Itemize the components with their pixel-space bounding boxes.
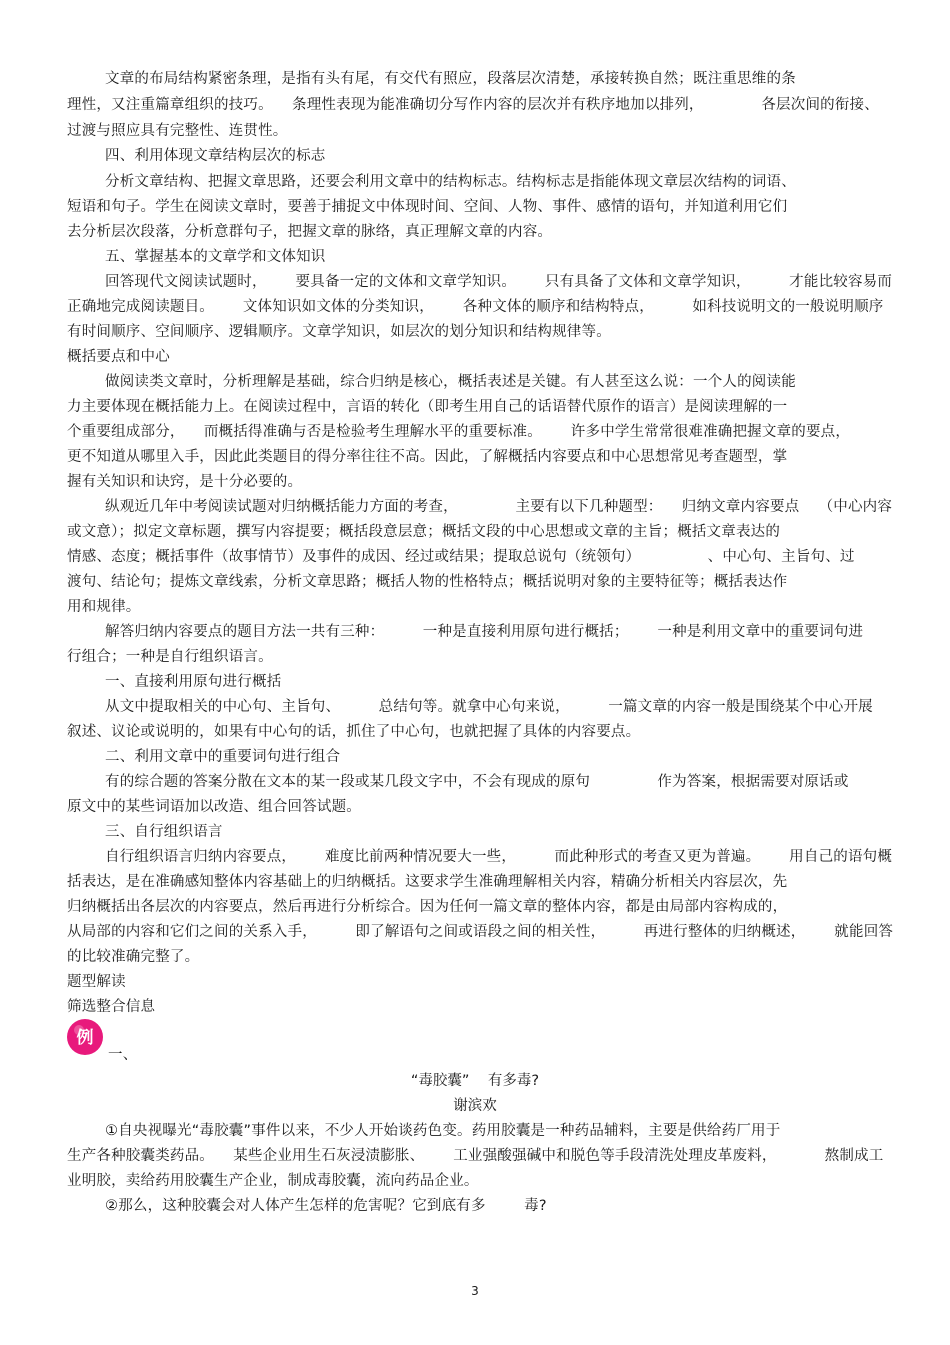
text-line: 文章的布局结构紧密条理，是指有头有尾，有交代有照应，段落层次清楚，承接转换自然；既注重思维的条 xyxy=(105,71,796,87)
text-line: 叙述、议论或说明的，如果有中心句的话，抓住了中心句，也就把握了具体的内容要点。 xyxy=(67,724,641,740)
article-paragraph: 业明胶，卖给药用胶囊生产企业，制成毒胶囊，流向药品企业。 xyxy=(67,1173,479,1189)
page-number: 3 xyxy=(471,1284,479,1298)
article-paragraph: ①自央视曝光“毒胶囊”事件以来，不少人开始谈药色变。药用胶囊是一种药品辅料，主要是供给药厂用于 xyxy=(105,1123,781,1139)
text-line: 括表达，是在准确感知整体内容基础上的归纳概括。这要求学生准确理解相关内容，精确分析相关内容层次，先 xyxy=(67,874,788,890)
article-author: 谢滨欢 xyxy=(453,1098,497,1114)
text-line: 情感、态度；概括事件（故事情节）及事件的成因、经过或结果；提取总说句（统领句） 、中心句、主旨句、过 xyxy=(67,549,855,565)
section-heading: 筛选整合信息 xyxy=(67,999,156,1015)
text-line: 分析文章结构、把握文章思路，还要会利用文章中的结构标志。结构标志是指能体现文章层次结构的词语、 xyxy=(105,174,796,190)
text-line: 从局部的内容和它们之间的关系入手， 即了解语句之间或语段之间的相关性， 再进行整体的归纳概述， 就能回答 xyxy=(67,924,894,940)
text-line: 渡句、结论句；提炼文章线索，分析文章思路；概括人物的性格特点；概括说明对象的主要特征等；概括表达作 xyxy=(67,574,788,590)
example-badge-icon xyxy=(66,1018,104,1056)
text-line: 回答现代文阅读试题时， 要具备一定的文体和文章学知识。 只有具备了文体和文章学知识， 才能比较容易而 xyxy=(105,274,893,290)
text-line: 有的综合题的答案分散在文本的某一段或某几段文字中，不会有现成的原句 作为答案，根据需要对原话或 xyxy=(105,774,849,790)
text-line: 更不知道从哪里入手，因此此类题目的得分率往往不高。因此，了解概括内容要点和中心思想常见考查题型，掌 xyxy=(67,449,788,465)
section-heading: 一、直接利用原句进行概括 xyxy=(105,674,282,690)
text-line: 握有关知识和诀窍，是十分必要的。 xyxy=(67,474,303,490)
text-line: 的比较准确完整了。 xyxy=(67,949,200,965)
section-heading: 四、利用体现文章结构层次的标志 xyxy=(105,148,326,164)
article-title: “毒胶囊” 有多毒? xyxy=(410,1073,540,1089)
section-heading: 五、掌握基本的文章学和文体知识 xyxy=(105,249,326,265)
text-line: 做阅读类文章时，分析理解是基础，综合归纳是核心，概括表述是关键。有人甚至这么说：一个人的阅读能 xyxy=(105,374,796,390)
text-line: 归纳概括出各层次的内容要点，然后再进行分析综合。因为任何一篇文章的整体内容，都是由局部内容构成的， xyxy=(67,899,788,915)
text-line: 有时间顺序、空间顺序、逻辑顺序。文章学知识，如层次的划分知识和结构规律等。 xyxy=(67,324,611,340)
text-line: 理性，又注重篇章组织的技巧。 条理性表现为能准确切分写作内容的层次并有秩序地加以排列， 各层次间的衔接、 xyxy=(67,97,879,113)
text-line: 过渡与照应具有完整性、连贯性。 xyxy=(67,123,288,139)
text-line: 从文中提取相关的中心句、主旨句、 总结句等。就拿中心句来说， 一篇文章的内容一般是围绕某个中心开展 xyxy=(105,699,873,715)
section-heading: 概括要点和中心 xyxy=(67,349,170,365)
article-paragraph: 生产各种胶囊类药品。 某些企业用生石灰浸渍膨胀、 工业强酸强碱中和脱色等手段清洗处理皮革废料， 熬制成工 xyxy=(67,1148,884,1164)
text-line: 用和规律。 xyxy=(67,599,141,615)
text-line: 或文意）；拟定文章标题，撰写内容提要；概括段意层意；概括文段的中心思想或文章的主旨；概括文章表达的 xyxy=(67,524,781,540)
text-line: 短语和句子。学生在阅读文章时，要善于捕捉文中体现时间、空间、人物、事件、感情的语句，并知道利用它们 xyxy=(67,199,788,215)
text-line: 解答归纳内容要点的题目方法一共有三种： 一种是直接利用原句进行概括； 一种是利用文章中的重要词句进 xyxy=(105,624,864,640)
text-line: 行组合；一种是自行组织语言。 xyxy=(67,649,273,665)
text-line: 个重要组成部分， 而概括得准确与否是检验考生理解水平的重要标准。 许多中学生常常很难准确把握文章的要点， xyxy=(67,424,851,440)
section-heading: 题型解读 xyxy=(67,974,126,990)
text-line: 纵观近几年中考阅读试题对归纳概括能力方面的考查， 主要有以下几种题型： 归纳文章内容要点 （中心内容 xyxy=(105,499,893,515)
text-line: 自行组织语言归纳内容要点， 难度比前两种情况要大一些， 而此种形式的考查又更为普遍。 用自己的语句概 xyxy=(105,849,893,865)
text-line: 正确地完成阅读题目。 文体知识如文体的分类知识， 各种文体的顺序和结构特点， 如科技说明文的一般说明顺序 xyxy=(67,299,884,315)
text-line: 去分析层次段落，分析意群句子，把握文章的脉络，真正理解文章的内容。 xyxy=(67,224,553,240)
section-heading: 二、利用文章中的重要词句进行组合 xyxy=(105,749,341,765)
example-section-number: 一、 xyxy=(108,1047,138,1063)
badge-char: 例 xyxy=(76,1028,94,1048)
article-paragraph: ②那么，这种胶囊会对人体产生怎样的危害呢？它到底有多 毒? xyxy=(105,1198,547,1214)
text-line: 原文中的某些词语加以改造、组合回答试题。 xyxy=(67,799,361,815)
text-line: 力主要体现在概括能力上。在阅读过程中，言语的转化（即考生用自己的话语替代原作的语言）是阅读理解的一 xyxy=(67,399,788,415)
section-heading: 三、自行组织语言 xyxy=(105,824,223,840)
